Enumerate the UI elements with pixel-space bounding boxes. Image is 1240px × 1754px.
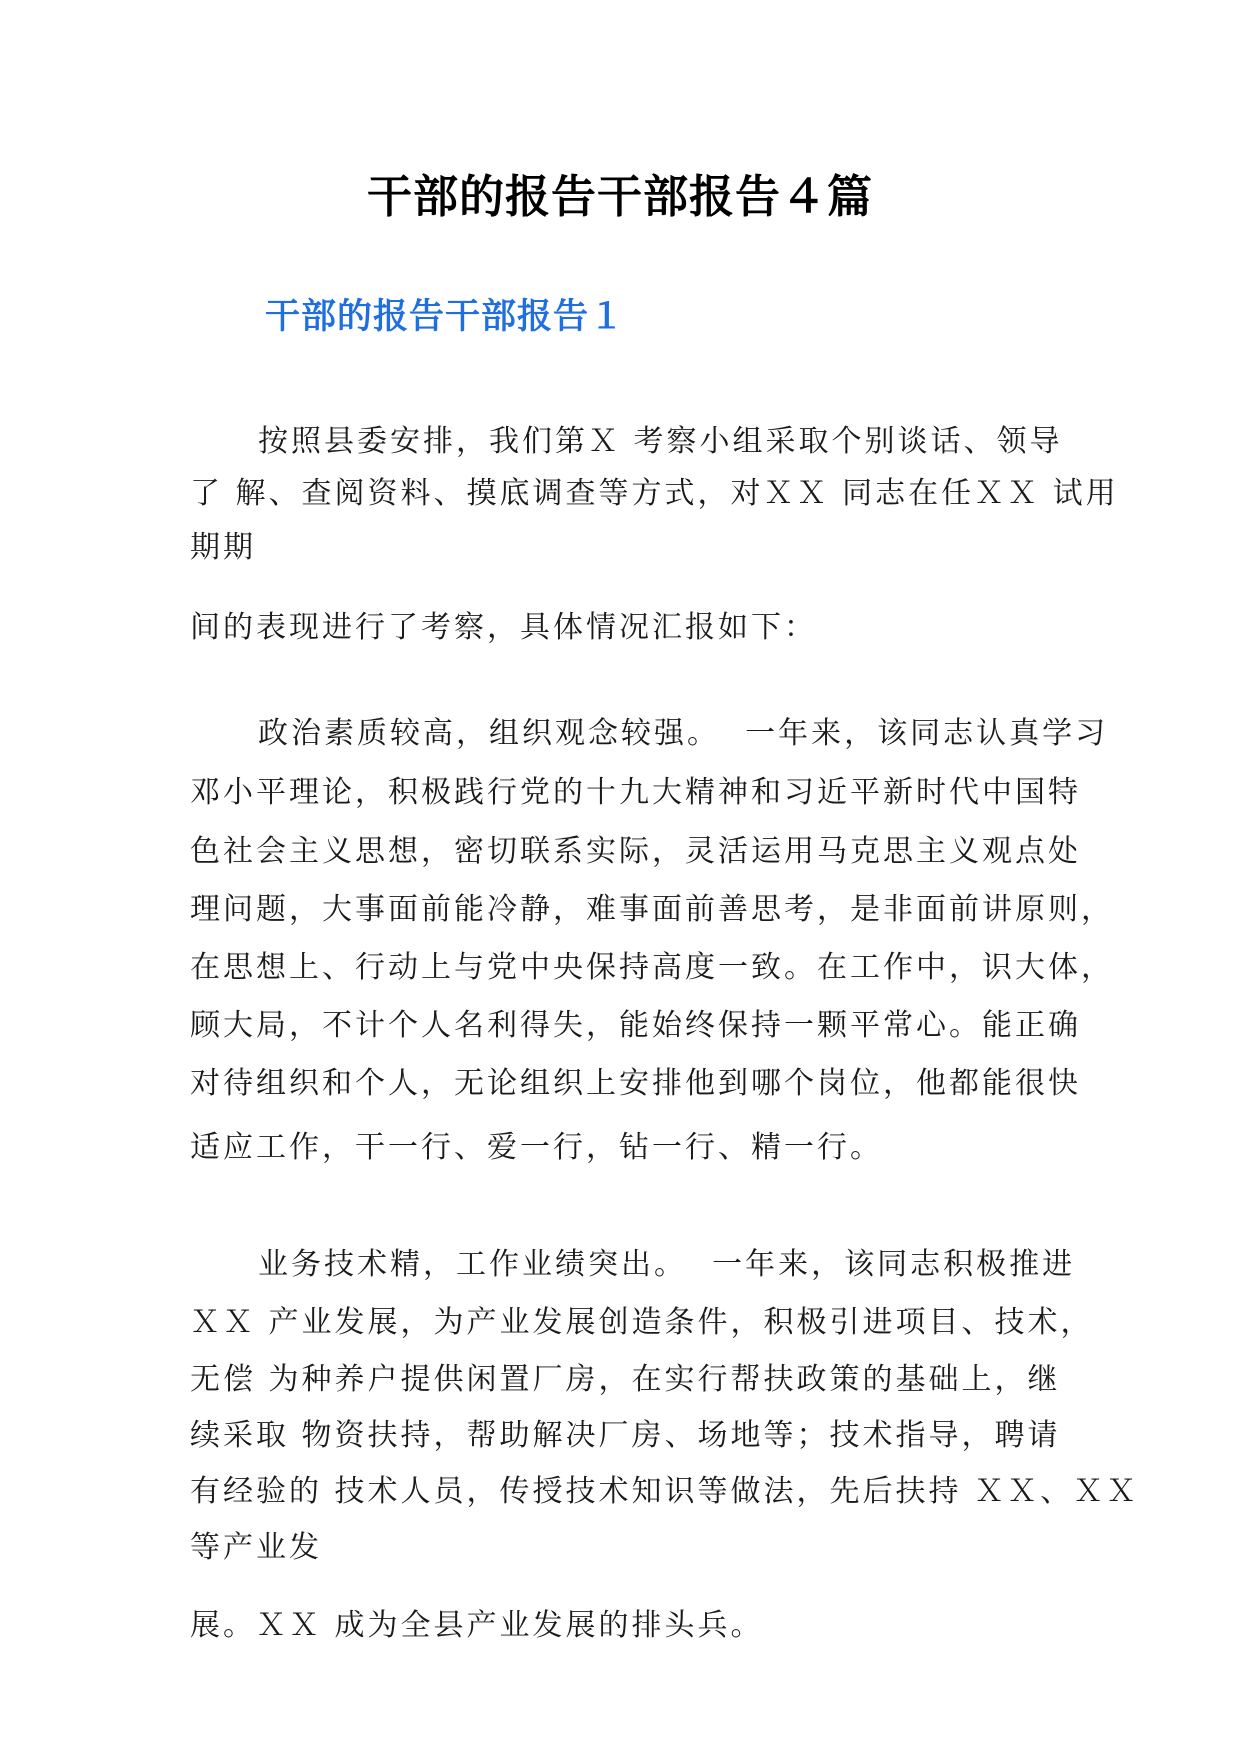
paragraph-line: 有经验的 技术人员，传授技术知识等做法，先后扶持 ＸＸ、ＸＸ: [190, 1474, 1140, 1509]
paragraph-line: 顾大局，不计个人名利得失，能始终保持一颗平常心。能正确: [190, 1008, 1081, 1043]
paragraph-line: 邓小平理论，积极践行党的十九大精神和习近平新时代中国特: [190, 775, 1081, 810]
paragraph-line: 业务技术精，工作业绩突出。 一年来，该同志积极推进: [258, 1247, 1076, 1282]
paragraph-line: 理问题，大事面前能冷静，难事面前善思考，是非面前讲原则，: [190, 892, 1114, 927]
paragraph-line: 续采取 物资扶持，帮助解决厂房、场地等；技术指导，聘请: [190, 1418, 1061, 1453]
paragraph-line: 间的表现进行了考察，具体情况汇报如下：: [190, 610, 817, 645]
paragraph-line: 无偿 为种养户提供闲置厂房，在实行帮扶政策的基础上，继: [190, 1362, 1061, 1397]
section-heading: 干部的报告干部报告１: [265, 296, 626, 337]
paragraph-line: 了 解、查阅资料、摸底调查等方式，对ＸＸ 同志在任ＸＸ 试用: [190, 476, 1119, 511]
paragraph-line: 按照县委安排，我们第Ｘ 考察小组采取个别谈话、领导: [258, 424, 1063, 459]
paragraph-line: 在思想上、行动上与党中央保持高度一致。在工作中，识大体，: [190, 950, 1114, 985]
paragraph-line: 展。ＸＸ 成为全县产业发展的排头兵。: [190, 1608, 764, 1643]
paragraph-line: ＸＸ 产业发展，为产业发展创造条件，积极引进项目、技术，: [190, 1305, 1094, 1340]
paragraph-line: 色社会主义思想，密切联系实际，灵活运用马克思主义观点处: [190, 834, 1081, 869]
paragraph-line: 期期: [190, 530, 256, 565]
paragraph-line: 等产业发: [190, 1530, 322, 1565]
paragraph-line: 政治素质较高，组织观念较强。 一年来，该同志认真学习: [258, 716, 1109, 751]
document-title: 干部的报告干部报告４篇: [366, 170, 873, 223]
paragraph-line: 适应工作，干一行、爱一行，钻一行、精一行。: [190, 1130, 883, 1165]
paragraph-line: 对待组织和个人，无论组织上安排他到哪个岗位，他都能很快: [190, 1066, 1081, 1101]
